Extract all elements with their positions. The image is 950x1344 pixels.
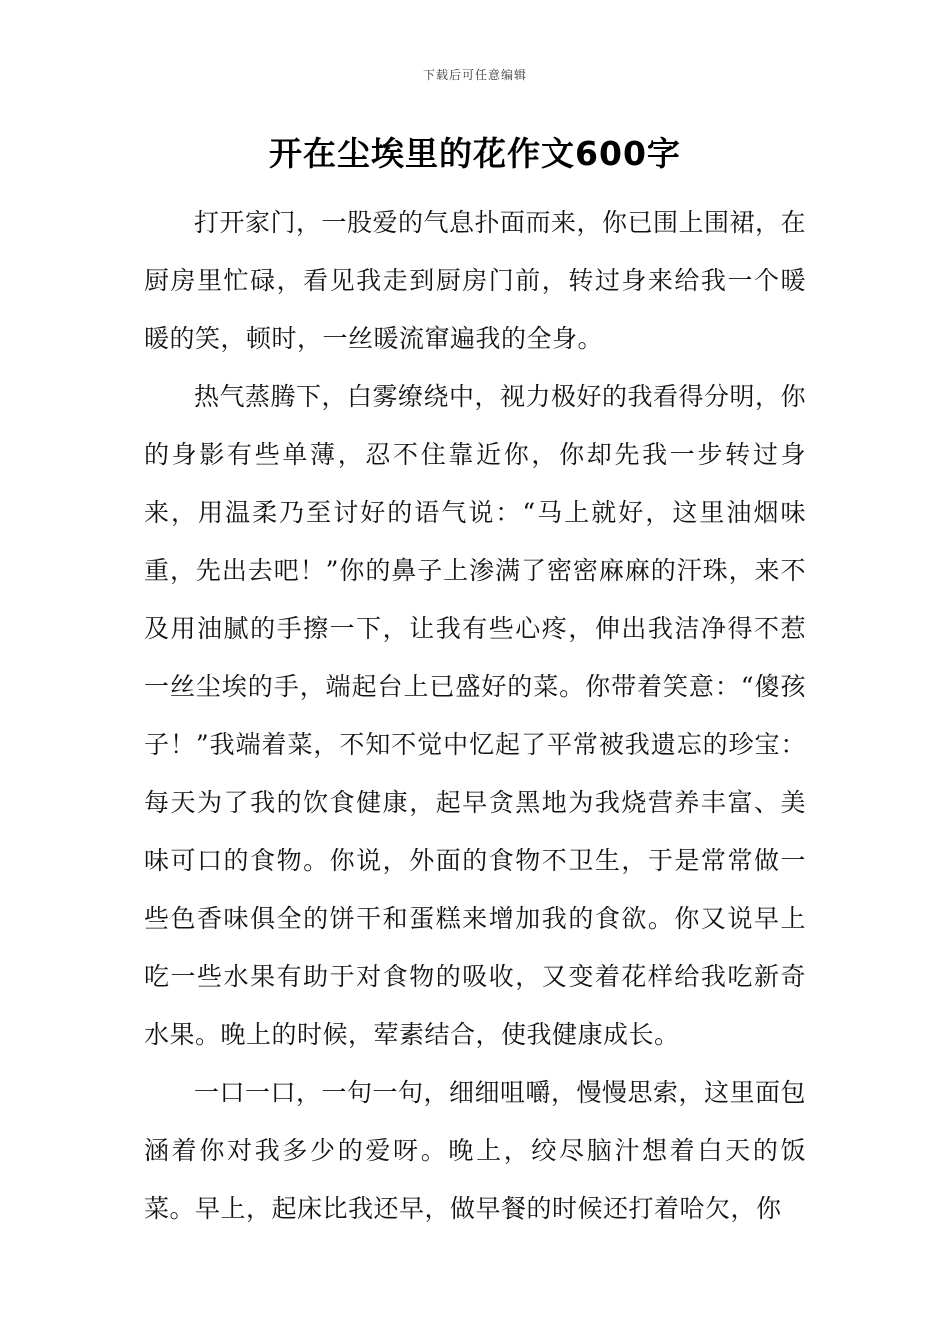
document-title: 开在尘埃里的花作文600字 <box>269 134 681 173</box>
paragraph: 打开家门，一股爱的气息扑面而来，你已围上围裙，在厨房里忙碌，看见我走到厨房门前，转过身来给我一个暖暖的笑，顿时，一丝暖流窜遍我的全身。 <box>144 208 807 353</box>
header-note: 下载后可任意编辑 <box>422 68 527 82</box>
paragraph: 一口一口，一句一句，细细咀嚼，慢慢思索，这里面包涵着你对我多少的爱呀。晚上，绞尽脑汁想着白天的饭菜。早上，起床比我还早，做早餐的时候还打着哈欠，你 <box>144 1078 807 1223</box>
paragraph: 热气蒸腾下，白雾缭绕中，视力极好的我看得分明，你的身影有些单薄，忍不住靠近你，你却先我一步转过身来，用温柔乃至讨好的语气说：“马上就好，这里油烟味重，先出去吧！”你的鼻子上渗满了密密麻麻的汗珠，来不及用油腻的手擦一下，让我有些心疼，伸出我洁净得不惹一丝尘埃的手，端起台上已盛好的菜。你带着笑意：“傻孩子！”我端着菜，不知不觉中忆起了平常被我遗忘的珍宝：每天为了我的饮食健康，起早贪黑地为我烧营养丰富、美味可口的食物。你说，外面的食物不卫生，于是常常做一些色香味俱全的饼干和蛋糕来增加我的食欲。你又说早上吃一些水果有助于对食物的吸收，又变着花样给我吃新奇水果。晚上的时候，荤素结合，使我健康成长。 <box>144 382 807 1049</box>
document-body <box>144 194 806 1238</box>
